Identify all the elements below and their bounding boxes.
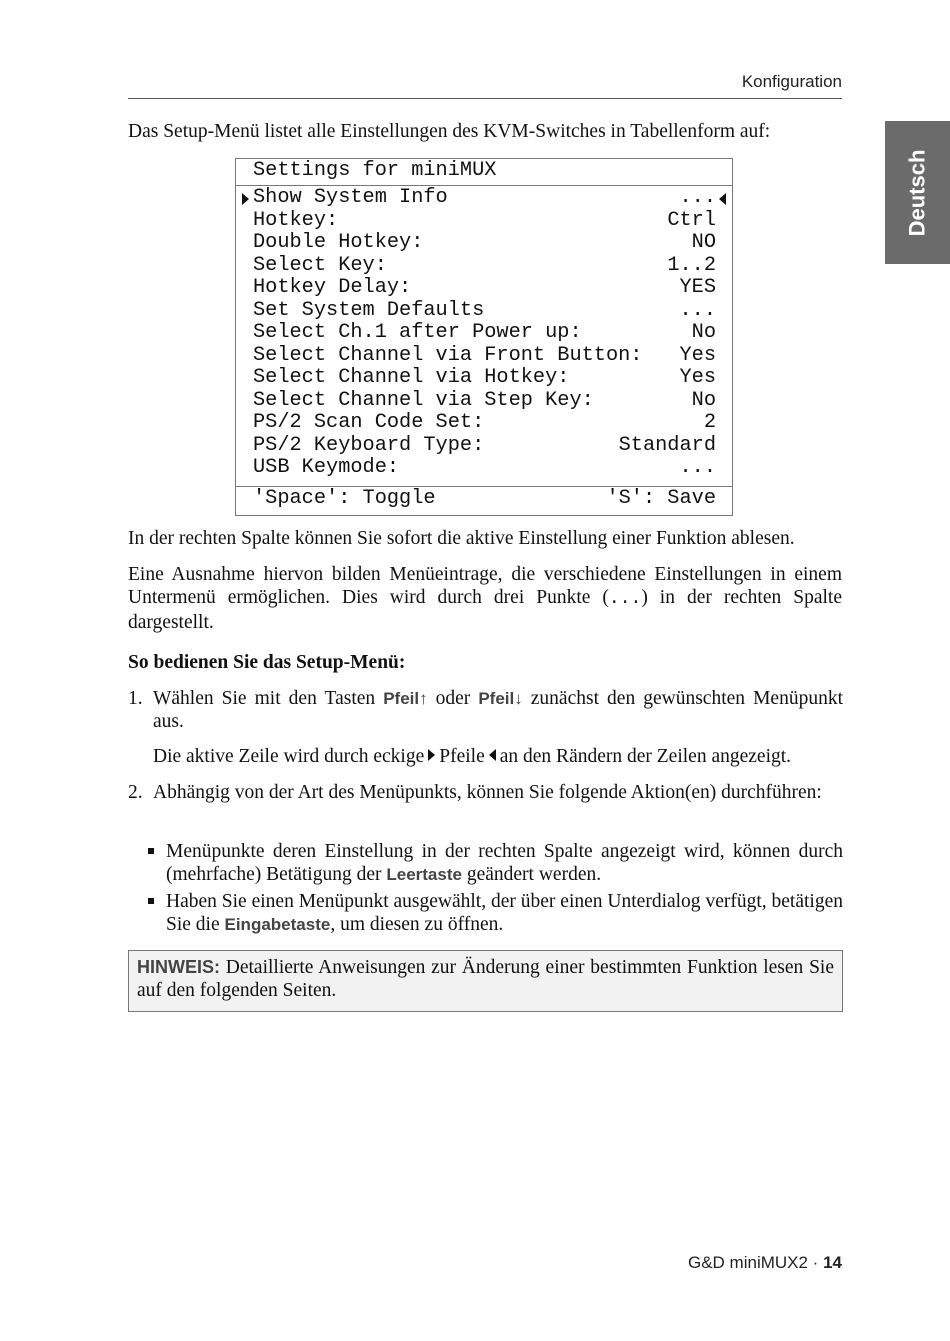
menu-row-label: Double Hotkey: [253, 231, 424, 254]
menu-row-value: Yes [679, 343, 716, 367]
note-label: HINWEIS: [137, 957, 220, 977]
section-heading: So bedienen Sie das Setup-Menü: [128, 652, 406, 673]
menu-row-value: YES [679, 276, 716, 299]
menu-row-label: Show System Info [253, 186, 448, 209]
menu-row-value: 1..2 [667, 253, 716, 277]
bullet-icon [148, 848, 154, 854]
step-1-text-b: oder [427, 688, 479, 709]
step-1-sub-a: Die aktive Zeile wird durch eckige [153, 746, 425, 767]
step-1-text-a: Wählen Sie mit den Tasten [153, 688, 384, 709]
active-row-right-arrow-icon [719, 193, 726, 205]
menu-row-label: Select Key: [253, 253, 387, 277]
menu-row [253, 300, 716, 323]
step-1-subtext [153, 745, 843, 768]
menu-row-label: PS/2 Scan Code Set: [253, 411, 485, 434]
menu-row-value: ... [679, 186, 716, 209]
bullet-icon [148, 898, 154, 904]
left-pointer-icon [489, 749, 496, 761]
menu-row [253, 187, 716, 210]
menu-row-value: 2 [703, 411, 716, 434]
menu-row [253, 345, 716, 368]
menu-row [253, 390, 716, 413]
step-2-text: Abhängig von der Art des Menüpunkts, können Sie folgende Aktion(en) durchführen: [153, 782, 822, 803]
step-1-sub-c: an den Rändern der Zeilen angezeigt. [499, 746, 792, 767]
language-tab-label: Deutsch [904, 149, 930, 236]
menu-row [253, 232, 716, 255]
arrow-up-key: Pfeil↑ [383, 689, 428, 708]
intro-paragraph: Das Setup-Menü listet alle Einstellungen des KVM-Switches in Tabellenform auf: [128, 121, 771, 142]
menu-row [253, 210, 716, 233]
language-tab [885, 121, 950, 264]
bullet-2-text-a: Haben Sie einen Menüpunkt ausgewählt, der über einen Unterdialog verfügt, betätigen Sie die [166, 891, 843, 935]
page-number: 14 [823, 1253, 842, 1272]
three-dots-code: ... [608, 589, 642, 609]
space-key: Leertaste [386, 865, 462, 884]
paragraph-submenu-exception [128, 563, 842, 634]
menu-row-value: Yes [679, 366, 716, 389]
enter-key: Eingabetaste [224, 915, 331, 934]
menu-row-value: ... [679, 298, 716, 322]
menu-row-label: Select Ch.1 after Power up: [253, 321, 582, 344]
bullet-item-submenu [166, 890, 843, 936]
menu-row-label: Hotkey: [253, 208, 339, 232]
step-1-number: 1. [128, 688, 143, 709]
active-row-left-arrow-icon [242, 193, 249, 205]
menu-row-value: NO [691, 231, 716, 254]
setup-menu-footer [253, 487, 716, 511]
bullet-1-text-a: Menüpunkte deren Einstellung in der rechten Spalte angezeigt wird, können durch (mehrfache) Betätigung der [166, 841, 843, 885]
menu-row [253, 255, 716, 278]
page-footer [688, 1253, 842, 1273]
menu-row [253, 322, 716, 345]
menu-row-value: Ctrl [667, 208, 716, 232]
menu-row [253, 457, 716, 480]
menu-row [253, 435, 716, 458]
menu-row-label: Set System Defaults [253, 298, 485, 322]
bullet-item-toggle [166, 840, 843, 886]
menu-row-label: Select Channel via Front Button: [253, 343, 643, 367]
step-1-text [153, 687, 843, 733]
menu-row-label: Select Channel via Step Key: [253, 388, 594, 412]
header-rule [128, 98, 842, 99]
footer-product: G&D miniMUX2 · [688, 1253, 824, 1272]
paragraph-active-setting: In der rechten Spalte können Sie sofort die aktive Einstellung einer Funktion ablesen. [128, 528, 795, 549]
right-pointer-icon [428, 749, 435, 761]
menu-row-value: No [691, 388, 716, 412]
menu-row-label: Hotkey Delay: [253, 276, 412, 299]
step-1-text-c: zunächst den gewünschten Menüpunkt aus. [153, 688, 843, 732]
setup-menu-screen [235, 158, 733, 516]
note-text: Detaillierte Anweisungen zur Änderung einer bestimmten Funktion lesen Sie auf den folgenden Seiten. [137, 957, 834, 1001]
step-2-number: 2. [128, 782, 143, 803]
menu-row [253, 277, 716, 300]
menu-row-value: No [691, 321, 716, 344]
menu-row-label: USB Keymode: [253, 456, 400, 479]
bullet-2-text-b: , um diesen zu öffnen. [330, 914, 504, 935]
menu-row-value: Standard [618, 433, 716, 457]
menu-row-label: Select Channel via Hotkey: [253, 366, 570, 389]
toggle-hint: 'Space': Toggle [253, 487, 436, 510]
paragraph-submenu-text-end: ) in der rechten Spalte dargestellt. [128, 587, 842, 633]
arrow-down-key: Pfeil↓ [478, 689, 523, 708]
save-hint: 'S': Save [606, 487, 716, 510]
menu-row [253, 412, 716, 435]
menu-row-value: ... [679, 456, 716, 479]
note-box [128, 950, 843, 1012]
step-1-sub-b: Pfeile [439, 746, 485, 767]
menu-row [253, 367, 716, 390]
paragraph-submenu-text-start: Eine Ausnahme hiervon bilden Menüeintrage, die verschiedene Einstellungen in einem Untermenü ermöglichen. Dies wird durch drei Punkte ( [128, 564, 842, 608]
menu-row-label: PS/2 Keyboard Type: [253, 433, 485, 457]
bullet-1-text-b: geändert werden. [461, 864, 602, 885]
setup-menu-title: Settings for miniMUX [253, 159, 497, 182]
running-header: Konfiguration [741, 72, 842, 91]
